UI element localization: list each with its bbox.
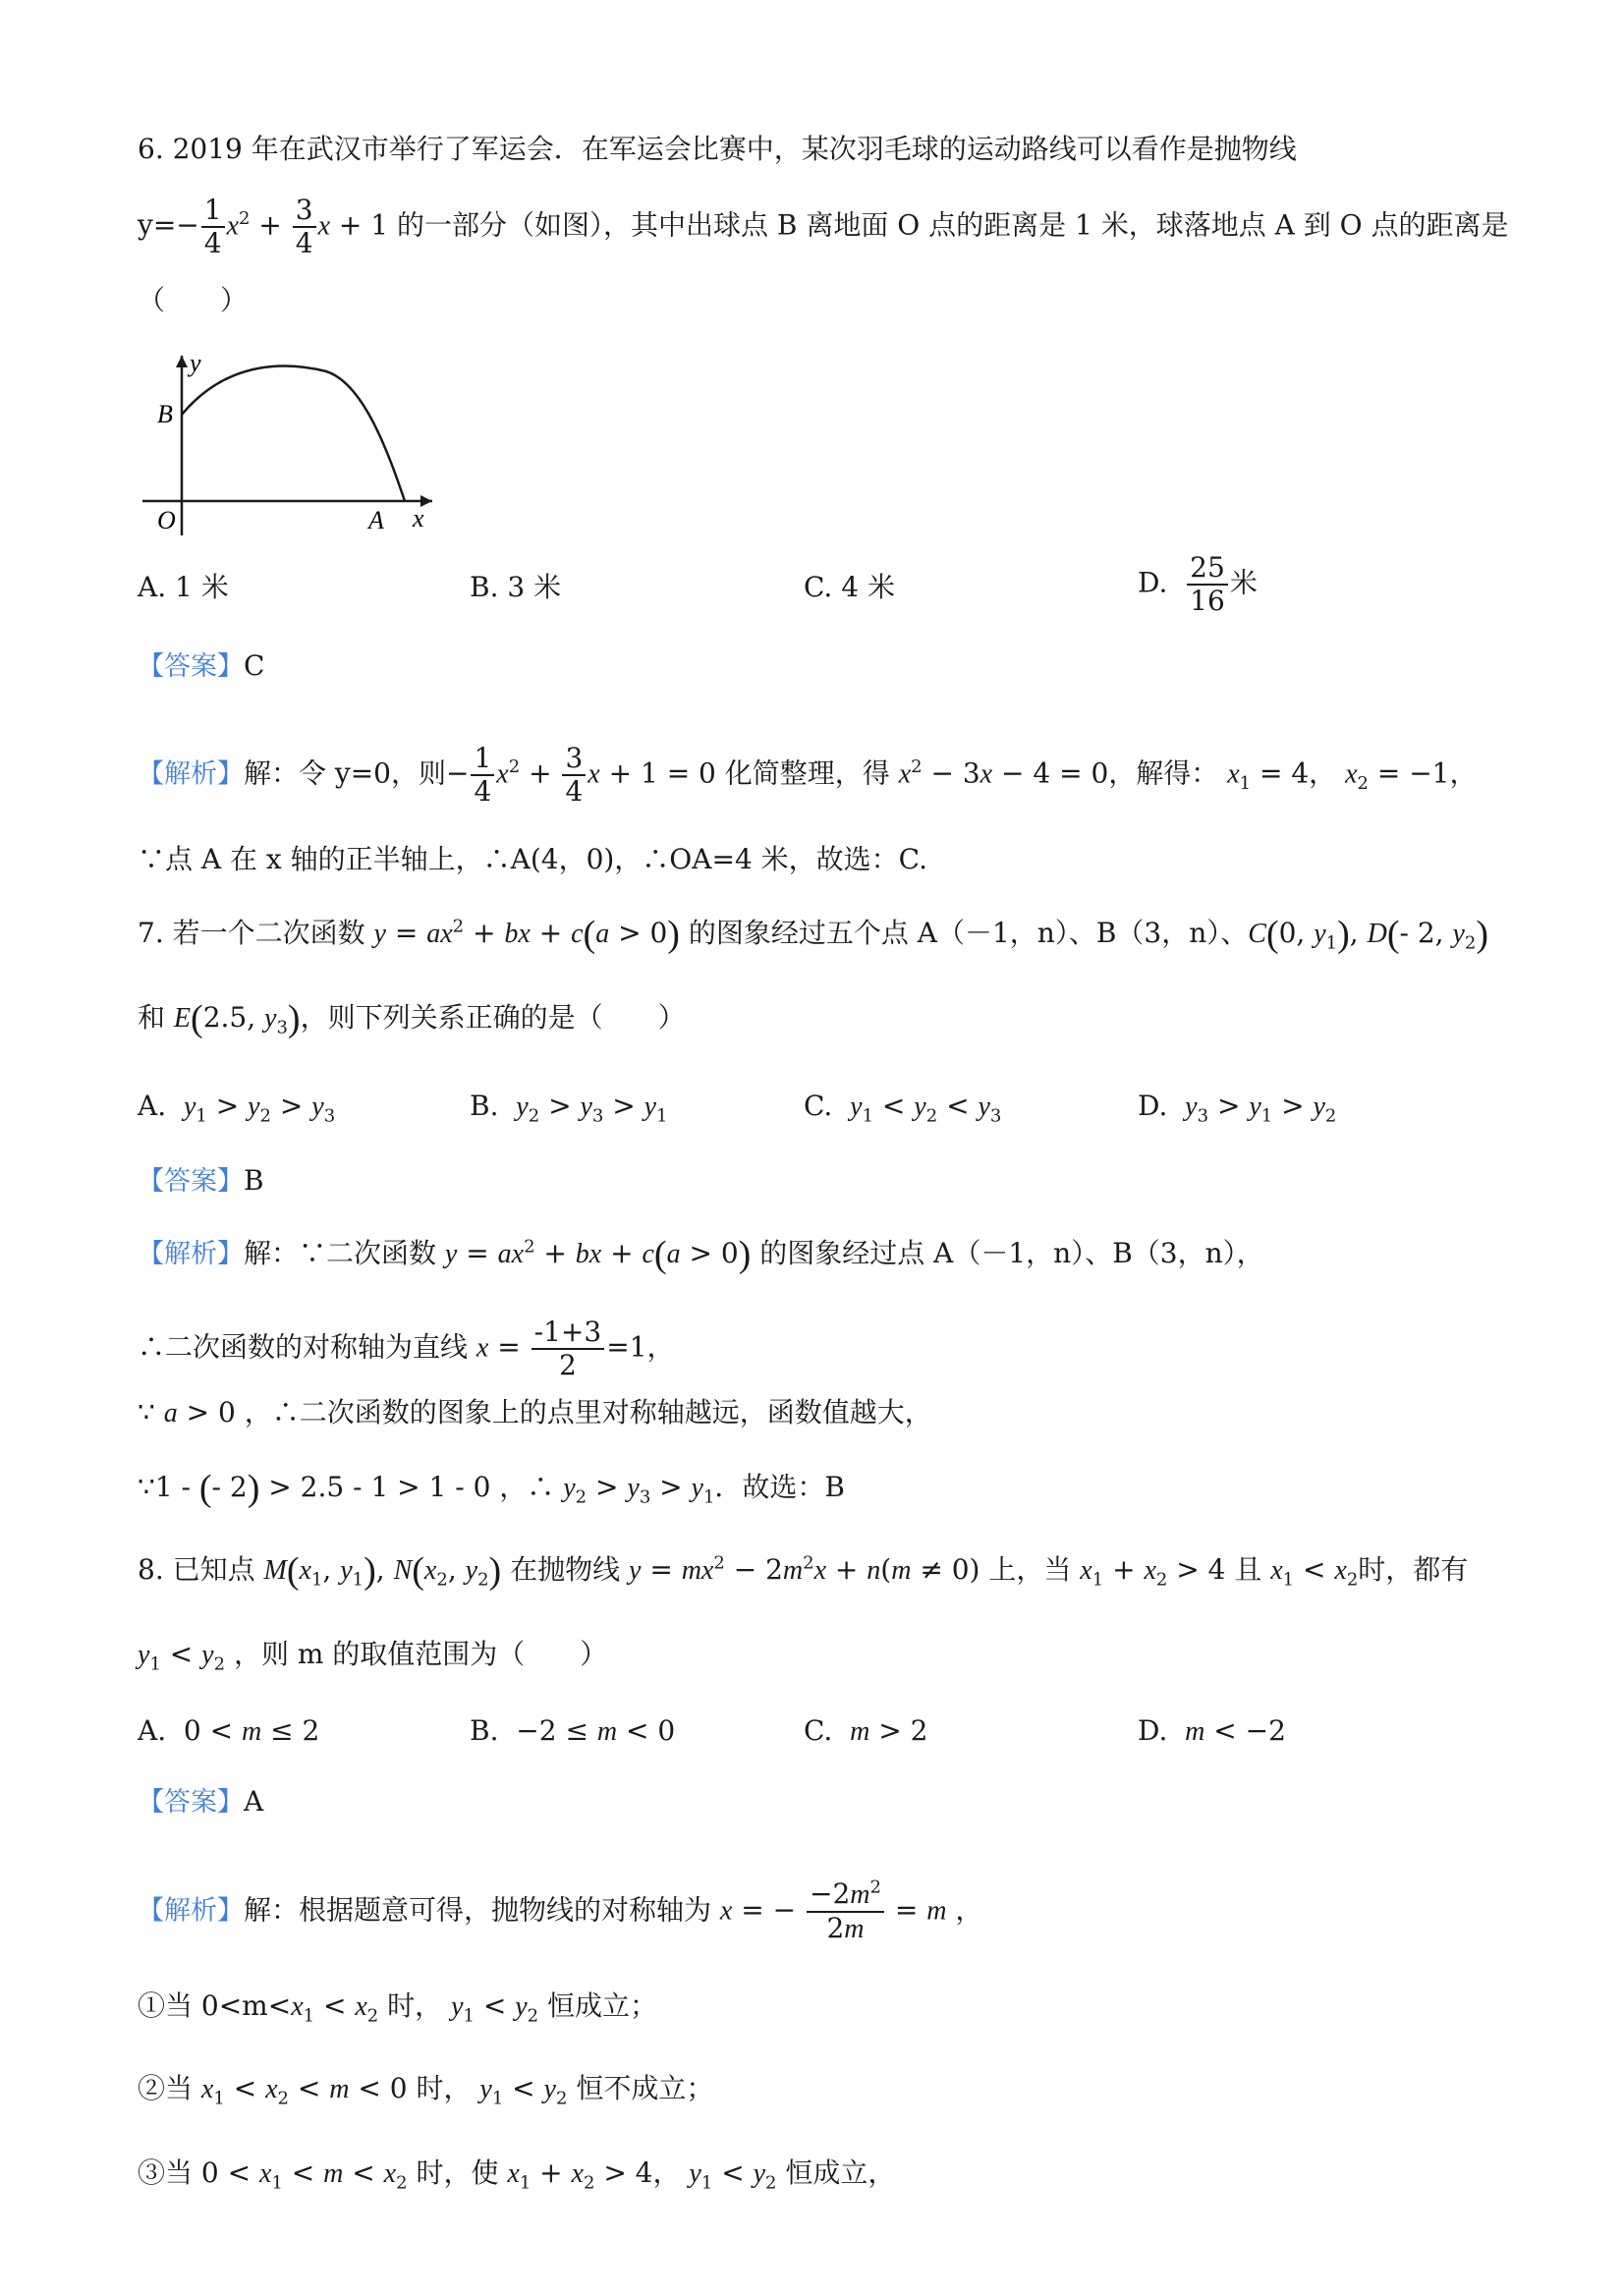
q6-analysis-line1: 【解析】解：令 y=0，则− $\frac{1}{4}$ $x^2$ + $\frac{3}{4}$ x + 1 = 0 化简整理，得 $x^2 - 3x - 4 = 0$，解得： $x_1 = 4$， $x_2 = -1$， (138, 742, 1478, 808)
q8-analysis-line1: 【解析】解：根据题意可得，抛物线的对称轴为 x = − $\frac{-2m^2}{2m}$ = m ， (138, 1876, 983, 1944)
q7-option-d: D. $y_3 > y_1 > y_2$ (1138, 1090, 1337, 1127)
q7-analysis-line2: ∴二次函数的对称轴为直线 x = $\frac{-1+3}{2}$ =1， (138, 1316, 675, 1381)
q7-analysis-line4: ∵1 - (- 2) > 2.5 - 1 > 1 - 0 ，∴ $y_2 > y_3 > y_1$．故选：B (138, 1468, 845, 1509)
point-a-label: A (368, 506, 384, 534)
q7-analysis-line1: 【解析】解：∵二次函数 $y = ax^2$ + bx + c(a > 0) 的图象经过点 A（－1，n）、B（3，n）， (138, 1234, 1264, 1275)
q8-case2: ②当 $x_1 < x_2 < m < 0$ 时， $y_1 < y_2$ 恒不成立； (138, 2072, 714, 2109)
q6-option-d: D. $\frac{25}{16}$ 米 (1138, 551, 1258, 617)
q6-line2: y=− $\frac{1}{4}$ $x^2$ + $\frac{3}{4}$ x + 1 的一部分（如图），其中出球点 B 离地面 O 点的距离是 1 米，球落地点 A 到 O 点的距离是 (138, 194, 1509, 259)
parabola-curve (182, 366, 405, 501)
q6-option-c: C. 4 米 (804, 571, 895, 603)
q6-option-a: A. 1 米 (138, 571, 229, 603)
q7-option-b: B. $y_2 > y_3 > y_1$ (470, 1090, 668, 1127)
q7-answer: 【答案】B (138, 1164, 264, 1197)
q6-answer: 【答案】C (138, 649, 265, 682)
q6-option-b: B. 3 米 (470, 571, 562, 603)
q6-line1: 6. 2019 年在武汉市举行了军运会．在军运会比赛中，某次羽毛球的运动路线可以看作是抛物线 (138, 133, 1297, 165)
q6-parabola-figure (138, 344, 452, 540)
point-b-label: B (157, 400, 173, 428)
q7-option-c: C. $y_1 < y_2 < y_3$ (804, 1090, 1002, 1127)
q8-case3: ③当 $0 < x_1 < m < x_2$ 时，使 $x_1 + x_2 > 4$， $y_1 < y_2$ 恒成立， (138, 2156, 896, 2194)
q6-paren: （ ） (138, 284, 249, 316)
x-label: x (413, 504, 424, 532)
q6-fraction-1: $\frac{1}{4}$ (201, 195, 225, 259)
y-label: y (190, 349, 201, 377)
q8-option-d: D. m < −2 (1138, 1714, 1286, 1747)
q8-option-b: B. −2 ≤ m < 0 (470, 1714, 676, 1747)
q8-option-a: A. 0 < m ≤ 2 (138, 1714, 320, 1747)
q8-line1: 8. 已知点 $M(x_1$, $y_1$), $N(x_2$, $y_2$) 在抛物线 $y = mx^2 - 2m^2x + n(m \ne 0)$ 上，当 $x_1 + x_2 > 4$ 且 $x_1 < x_2$时，都有 (138, 1550, 1469, 1592)
q6-analysis-line2: ∵点 A 在 x 轴的正半轴上，∴A(4，0)，∴OA=4 米，故选：C. (138, 843, 927, 875)
origin-label: O (157, 506, 176, 534)
q7-line1: 7. 若一个二次函数 $y = ax^2$ + bx + c(a > 0) 的图象经过五个点 A（－1，n）、B（3，n）、C(0, $y_1$), D(- 2, $y_2$) (138, 914, 1488, 955)
y-axis-arrow (176, 356, 188, 367)
q8-option-c: C. m > 2 (804, 1714, 928, 1747)
q7-analysis-line3: ∵ a > 0 ，∴二次函数的图象上的点里对称轴越远，函数值越大， (138, 1396, 932, 1428)
q7-option-a: A. $y_1 > y_2 > y_3$ (138, 1090, 336, 1127)
q6-fraction-2: $\frac{3}{4}$ (293, 195, 316, 259)
q8-line2: $y_1 < y_2$ ，则 m 的取值范围为（ ） (138, 1638, 608, 1675)
q8-case1: ①当 $0<m<x_1 < x_2$ 时， $y_1 < y_2$ 恒成立； (138, 1989, 658, 2027)
q8-answer: 【答案】A (138, 1785, 264, 1818)
q7-line2: 和 E(2.5, $y_3$)，则下列关系正确的是（ ） (138, 998, 686, 1039)
